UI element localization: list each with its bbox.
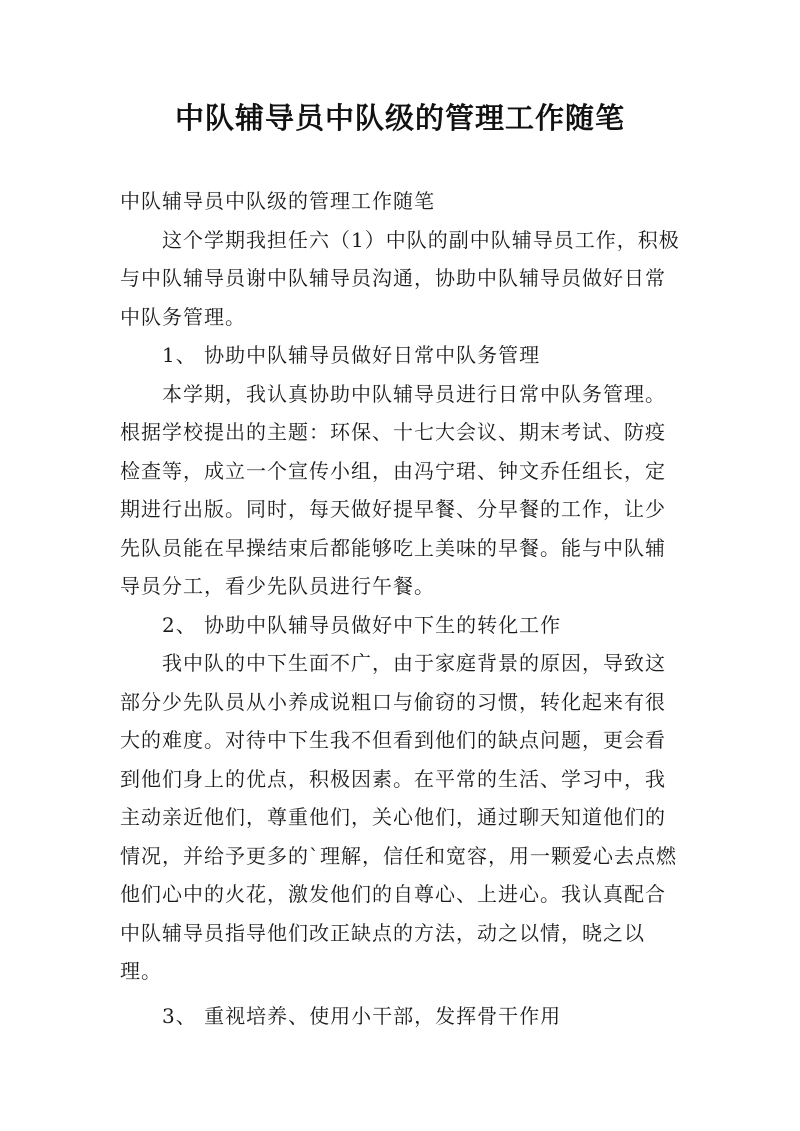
section-paragraph-2: 我中队的中下生面不广，由于家庭背景的原因，导致这部分少先队员从小养成说粗口与偷窃的习惯，转化起来有很大的难度。对待中下生我不但看到他们的缺点问题，更会看到他们身上的优点，积极因素。在平常的生活、学习中，我主动亲近他们，尊重他们，关心他们，通过聊天知道他们的情况，并给予更多的`理解，信任和宽容，用一颗爱心去点燃他们心中的火花，激发他们的自尊心、上进心。我认真配合中队辅导员指导他们改正缺点的方法，动之以情，晓之以理。 [120, 651, 677, 983]
intro-paragraph: 这个学期我担任六（1）中队的副中队辅导员工作，积极与中队辅导员谢中队辅导员沟通，协助中队辅导员做好日常中队务管理。 [120, 227, 680, 329]
section-heading-1: 1、 协助中队辅导员做好日常中队务管理 [162, 343, 541, 367]
section-paragraph-1: 本学期，我认真协助中队辅导员进行日常中队务管理。根据学校提出的主题：环保、十七大会议、期末考试、防疫检查等，成立一个宣传小组，由冯宁珺、钟文乔任组长，定期进行出版。同时，每天做好提早餐、分早餐的工作，让少先队员能在早操结束后都能够吃上美味的早餐。能与中队辅导员分工，看少先队员进行午餐。 [120, 381, 666, 598]
document-body [120, 182, 685, 1035]
section-heading-3: 3、 重视培养、使用小干部，发挥骨干作用 [162, 1003, 562, 1028]
subtitle-paragraph: 中队辅导员中队级的管理工作随笔 [120, 189, 435, 213]
section-heading-2: 2、 协助中队辅导员做好中下生的转化工作 [162, 612, 562, 637]
document-title: 中队辅导员中队级的管理工作随笔 [174, 101, 625, 135]
